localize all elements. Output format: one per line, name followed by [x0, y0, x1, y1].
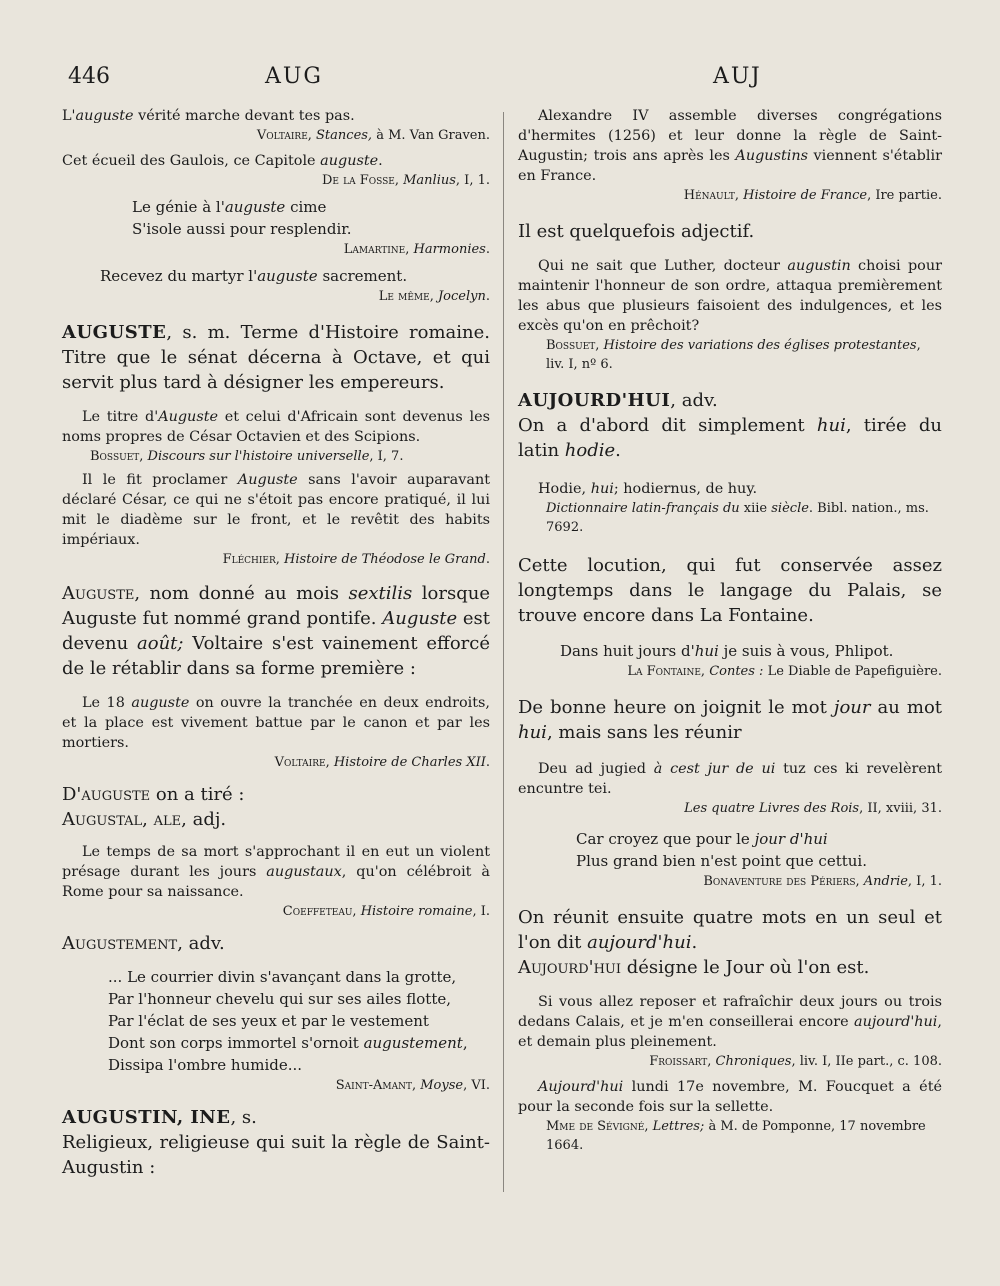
- spacer: [518, 463, 942, 479]
- italic-term: hodie: [564, 440, 616, 461]
- headword: AUGUSTE: [62, 322, 167, 343]
- left-verse-line: Par l'éclat de ses yeux et par le vestement: [108, 1012, 429, 1030]
- italic-term: Chroniques: [715, 1054, 792, 1069]
- italic-term: aujourd'hui: [853, 1014, 938, 1030]
- italic-term: Discours sur l'histoire universelle: [147, 449, 370, 464]
- italic-term: Contes :: [709, 664, 764, 679]
- italic-term: août;: [137, 633, 184, 654]
- left-quotation: Le temps de sa mort s'approchant il en eut un violent présage durant les jours augustaux, qu'on célébroit à Rome pour sa naissance.: [62, 844, 490, 900]
- small-caps-name: Mme de Sévigné: [546, 1119, 645, 1134]
- left-column: [62, 106, 490, 1180]
- small-caps-name: Lamartine: [343, 242, 406, 257]
- spacer: [62, 921, 490, 931]
- right-citation-source: Dictionnaire latin-français du xiie siècle. Bibl. nation., ms. 7692.: [546, 501, 929, 535]
- right-quotation: Qui ne sait que Luther, docteur augustin choisi pour maintenir l'honneur de son ordre, attaqua premièrement les abus que plusieurs faisoient des indulgences, et les excès qu'on en prêchoit?: [518, 258, 942, 334]
- italic-term: Augustins: [735, 148, 808, 164]
- small-caps-name: Augustal, ale: [62, 809, 182, 830]
- italic-term: Les quatre Livres des Rois: [684, 801, 860, 816]
- spacer: [62, 832, 490, 842]
- left-citation-source: Fléchier, Histoire de Théodose le Grand.: [222, 552, 490, 567]
- left-entry-text: Religieux, religieuse qui suit la règle de Saint-Augustin :: [62, 1132, 490, 1178]
- left-verse-line: Le génie à l'auguste cime: [132, 198, 327, 216]
- small-caps-name: Bossuet: [546, 338, 596, 353]
- left-quotation: Le titre d'Auguste et celui d'Africain sont devenus les noms propres de César Octavien et des Scipions.: [62, 409, 490, 445]
- spacer: [62, 395, 490, 407]
- left-verse-line: S'isole aussi pour resplendir.: [132, 220, 352, 238]
- right-citation-source: Mme de Sévigné, Lettres; à M. de Pomponne, 17 novembre 1664.: [546, 1119, 926, 1153]
- small-caps-name: Voltaire: [274, 755, 326, 770]
- right-column: [518, 106, 942, 1155]
- italic-term: Lettres;: [652, 1119, 705, 1134]
- small-caps-name: Le même: [378, 289, 430, 304]
- italic-term: Jocelyn: [437, 289, 486, 304]
- small-caps-name: Saint-Amant: [335, 1078, 412, 1093]
- italic-term: auguste: [257, 267, 318, 285]
- right-entry-text: On réunit ensuite quatre mots en un seul et l'on dit aujourd'hui.: [518, 907, 942, 953]
- right-entry-text: Aujourd'hui désigne le Jour où l'on est.: [518, 957, 870, 978]
- right-citation-source: Hénault, Histoire de France, Ire partie.: [683, 188, 942, 203]
- left-quotation: Cet écueil des Gaulois, ce Capitole auguste.: [62, 153, 383, 169]
- right-citation-source: Froissart, Chroniques, liv. I, IIe part., c. 108.: [649, 1054, 942, 1069]
- right-entry-text: Cette locution, qui fut conservée assez longtemps dans le langage du Palais, se trouve encore dans La Fontaine.: [518, 555, 942, 626]
- italic-term: à cest jur de ui: [653, 761, 776, 777]
- spacer: [518, 374, 942, 388]
- spacer: [62, 956, 490, 966]
- spacer: [518, 818, 942, 828]
- italic-term: Histoire des variations des églises protestantes: [603, 338, 917, 353]
- italic-term: Stances,: [316, 128, 373, 143]
- italic-term: jour d'hui: [754, 830, 828, 848]
- italic-term: sextilis: [348, 583, 413, 604]
- italic-term: Histoire de France: [743, 188, 868, 203]
- italic-term: auguste: [224, 198, 286, 216]
- italic-term: Andrie: [863, 874, 908, 889]
- italic-term: Auguste: [382, 608, 458, 629]
- right-quotation: Deu ad jugied à cest jur de ui tuz ces ki revelèrent encuntre tei.: [518, 761, 942, 797]
- right-quotation: Si vous allez reposer et rafraîchir deux jours ou trois dedans Calais, et je m'en conseillerai encore aujourd'hui, et demain plus pleinement.: [518, 994, 942, 1050]
- italic-term: Manlius: [403, 173, 456, 188]
- running-head-right: AUJ: [713, 64, 762, 89]
- italic-term: auguste: [131, 695, 190, 711]
- spacer: [62, 681, 490, 693]
- right-quotation: Hodie, hui; hodiernus, de huy.: [538, 481, 758, 497]
- spacer: [518, 681, 942, 695]
- italic-term: hui: [590, 481, 614, 497]
- right-quotation: Aujourd'hui lundi 17e novembre, M. Foucquet a été pour la seconde fois sur la sellette.: [518, 1079, 942, 1115]
- left-quotation: Il le fit proclamer Auguste sans l'avoir auparavant déclaré César, ce qui ne s'étoit pas encore pratiqué, il lui mit le diadème sur le front, et le revêtit des habits impériaux.: [62, 472, 490, 548]
- left-verse-line: Dont son corps immortel s'ornoit augustement,: [108, 1034, 468, 1052]
- small-caps-name: Froissart: [649, 1054, 708, 1069]
- spacer: [518, 244, 942, 256]
- left-entry-text: D'auguste on a tiré :: [62, 784, 245, 805]
- right-entry-text: De bonne heure on joignit le mot jour au mot hui, mais sans les réunir: [518, 697, 943, 743]
- italic-term: auguste: [320, 153, 379, 169]
- small-caps-name: De la Fosse: [321, 173, 395, 188]
- left-quotation: L'auguste vérité marche devant tes pas.: [62, 108, 355, 124]
- left-citation-source: Le même, Jocelyn.: [378, 289, 490, 304]
- spacer: [62, 1095, 490, 1105]
- left-entry-text: Auguste, nom donné au mois sextilis lorsque Auguste fut nommé grand pontife. Auguste est devenu août; Voltaire s'est vainement efforcé de le rétablir dans sa forme première :: [62, 583, 490, 679]
- right-citation-source: Bossuet, Histoire des variations des églises protestantes, liv. I, nº 6.: [546, 338, 921, 372]
- left-entry-text: Augustement, adv.: [62, 933, 225, 954]
- small-caps-name: Bossuet: [90, 449, 140, 464]
- small-caps-name: La Fontaine: [627, 664, 701, 679]
- italic-term: aujourd'hui: [587, 932, 692, 953]
- spacer: [518, 628, 942, 640]
- left-verse-line: ... Le courrier divin s'avançant dans la grotte,: [108, 968, 457, 986]
- right-entry-text: On a d'abord dit simplement hui, tirée du latin hodie.: [518, 415, 943, 461]
- small-caps-name: Voltaire: [256, 128, 308, 143]
- left-verse-line: Dissipa l'ombre humide...: [108, 1056, 303, 1074]
- small-caps-name: Auguste: [62, 583, 135, 604]
- headword: AUJOURD'HUI: [518, 390, 671, 411]
- small-caps-name: Hénault: [683, 188, 735, 203]
- italic-term: Auguste: [158, 409, 219, 425]
- right-entry-text: AUJOURD'HUI, adv.: [518, 390, 718, 411]
- running-head-left: AUG: [265, 64, 324, 89]
- italic-term: augustement: [363, 1034, 463, 1052]
- column-divider: [503, 112, 504, 1192]
- spacer: [62, 772, 490, 782]
- italic-term: hui: [518, 722, 547, 743]
- italic-term: Aujourd'hui: [538, 1079, 624, 1095]
- italic-term: Histoire romaine: [360, 904, 473, 919]
- left-citation-source: De la Fosse, Manlius, I, 1.: [321, 173, 490, 188]
- spacer: [518, 205, 942, 219]
- spacer: [518, 745, 942, 759]
- left-verse-line: Par l'honneur chevelu qui sur ses ailes flotte,: [108, 990, 452, 1008]
- right-citation-source: Bonaventure des Périers, Andrie, I, 1.: [703, 874, 942, 889]
- spacer: [518, 891, 942, 905]
- right-verse-line: Dans huit jours d'hui je suis à vous, Phlipot.: [560, 642, 894, 660]
- spacer: [62, 306, 490, 320]
- small-caps-name: D'auguste: [62, 784, 151, 805]
- left-citation-source: Coeffeteau, Histoire romaine, I.: [282, 904, 490, 919]
- italic-term: siècle: [771, 501, 809, 516]
- right-citation-source: Les quatre Livres des Rois, II, xviii, 31.: [684, 801, 942, 816]
- small-caps-name: Fléchier: [222, 552, 276, 567]
- headword: AUGUSTIN, INE: [62, 1107, 231, 1128]
- left-citation-source: Voltaire, Stances, à M. Van Graven.: [256, 128, 490, 143]
- italic-term: auguste: [75, 108, 134, 124]
- left-entry-text: AUGUSTIN, INE, s.: [62, 1107, 257, 1128]
- left-verse-line: Recevez du martyr l'auguste sacrement.: [100, 267, 408, 285]
- italic-term: jour: [833, 697, 871, 718]
- spacer: [62, 569, 490, 581]
- left-citation-source: Bossuet, Discours sur l'histoire universelle, I, 7.: [90, 449, 404, 464]
- left-entry-text: AUGUSTE, s. m. Terme d'Histoire romaine. Titre que le sénat décerna à Octave, et qui servit plus tard à désigner les empereurs.: [62, 322, 490, 393]
- page-number: 446: [68, 64, 110, 89]
- left-entry-text: Augustal, ale, adj.: [62, 809, 227, 830]
- left-citation-source: Lamartine, Harmonies.: [343, 242, 490, 257]
- small-caps-name: Coeffeteau: [282, 904, 353, 919]
- italic-term: Histoire de Charles XII: [333, 755, 486, 770]
- right-entry-text: Il est quelquefois adjectif.: [518, 221, 755, 242]
- italic-term: hui: [694, 642, 719, 660]
- right-verse-line: Car croyez que pour le jour d'hui: [576, 830, 828, 848]
- italic-term: Moyse: [420, 1078, 464, 1093]
- italic-term: Histoire de Théodose le Grand: [284, 552, 486, 567]
- italic-term: Dictionnaire latin-français du: [546, 501, 740, 516]
- italic-term: Harmonies: [413, 242, 486, 257]
- italic-term: hui: [816, 415, 846, 436]
- italic-term: Auguste: [237, 472, 298, 488]
- right-quotation: Alexandre IV assemble diverses congrégations d'hermites (1256) et leur donne la règle de Saint-Augustin; trois ans après les Augustins viennent s'établir en France.: [518, 108, 942, 184]
- italic-term: augustin: [787, 258, 851, 274]
- right-citation-source: La Fontaine, Contes : Le Diable de Papefiguière.: [627, 664, 942, 679]
- small-caps-name: Augustement: [62, 933, 178, 954]
- spacer: [518, 537, 942, 553]
- small-caps-name: Aujourd'hui: [518, 957, 622, 978]
- left-citation-source: Voltaire, Histoire de Charles XII.: [274, 755, 490, 770]
- right-verse-line: Plus grand bien n'est point que cettui.: [576, 852, 867, 870]
- spacer: [518, 980, 942, 992]
- italic-term: augustaux: [266, 864, 342, 880]
- small-caps-name: Bonaventure des Périers: [703, 874, 856, 889]
- left-quotation: Le 18 auguste on ouvre la tranchée en deux endroits, et la place est vivement battue par le canon et par les mortiers.: [62, 695, 490, 751]
- left-citation-source: Saint-Amant, Moyse, VI.: [335, 1078, 490, 1093]
